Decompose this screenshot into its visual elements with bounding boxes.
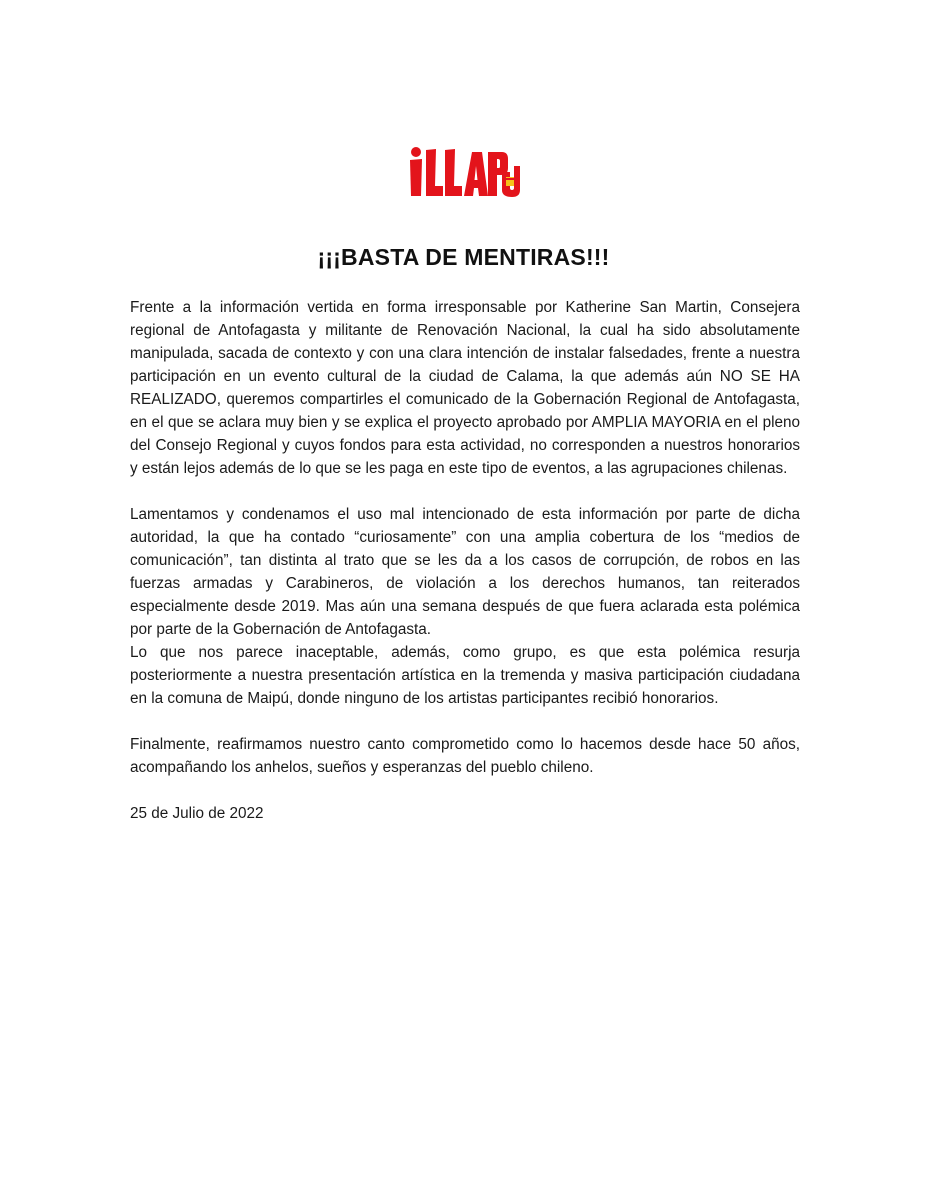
- logo-letter-l1: [426, 149, 443, 196]
- illapu-logo: [408, 146, 520, 198]
- logo-i-dot: [411, 147, 421, 157]
- statement-body: [130, 296, 800, 825]
- logo-letter-l2: [445, 149, 462, 196]
- logo-letter-i: [410, 159, 422, 196]
- paragraph-4: Finalmente, reafirmamos nuestro canto comprometido como lo hacemos desde hace 50 años, acompañando los anhelos, sueños y esperanzas del pueblo chileno.: [130, 736, 800, 776]
- logo-yellow-stripe: [506, 178, 514, 180]
- paragraph-1: Frente a la información vertida en forma irresponsable por Katherine San Martin, Consejera regional de Antofagasta y militante de Renovación Nacional, la cual ha sido absolutamente manipulada, sacada de contexto y con una clara intención de instalar falsedades, frente a nuestra participación en un evento cultural de la ciudad de Calama, la que además aún NO SE HA REALIZADO, queremos compartirles el comunicado de la Gobernación Regional de Antofagasta, en el que se aclara muy bien y se explica el proyecto aprobado por AMPLIA MAYORIA en el pleno del Consejo Regional y cuyos fondos para esta actividad, no corresponden a nuestros honorarios y están lejos además de lo que se les paga en este tipo de eventos, a las agrupaciones chilenas.: [130, 299, 800, 477]
- paragraph-2: Lamentamos y condenamos el uso mal intencionado de esta información por parte de dicha autoridad, la que ha contado “curiosamente” con una amplia cobertura de los “medios de comunicación”, tan distinta al trato que se les da a los casos de corrupción, de robos en las fuerzas armadas y Carabineros, de violación a los derechos humanos, tan reiterados especialmente desde 2019. Mas aún una semana después de que fuera aclarada esta polémica por parte de la Gobernación de Antofagasta.: [130, 506, 800, 638]
- logo-letter-a: [464, 152, 488, 196]
- statement-date: 25 de Julio de 2022: [130, 805, 264, 822]
- document-title: ¡¡¡BASTA DE MENTIRAS!!!: [317, 244, 610, 270]
- paragraph-3: Lo que nos parece inaceptable, además, como grupo, es que esta polémica resurja posteriormente a nuestra presentación artística en la tremenda y masiva participación ciudadana en la comuna de Maipú, donde ninguno de los artistas participantes recibió honorarios.: [130, 644, 800, 707]
